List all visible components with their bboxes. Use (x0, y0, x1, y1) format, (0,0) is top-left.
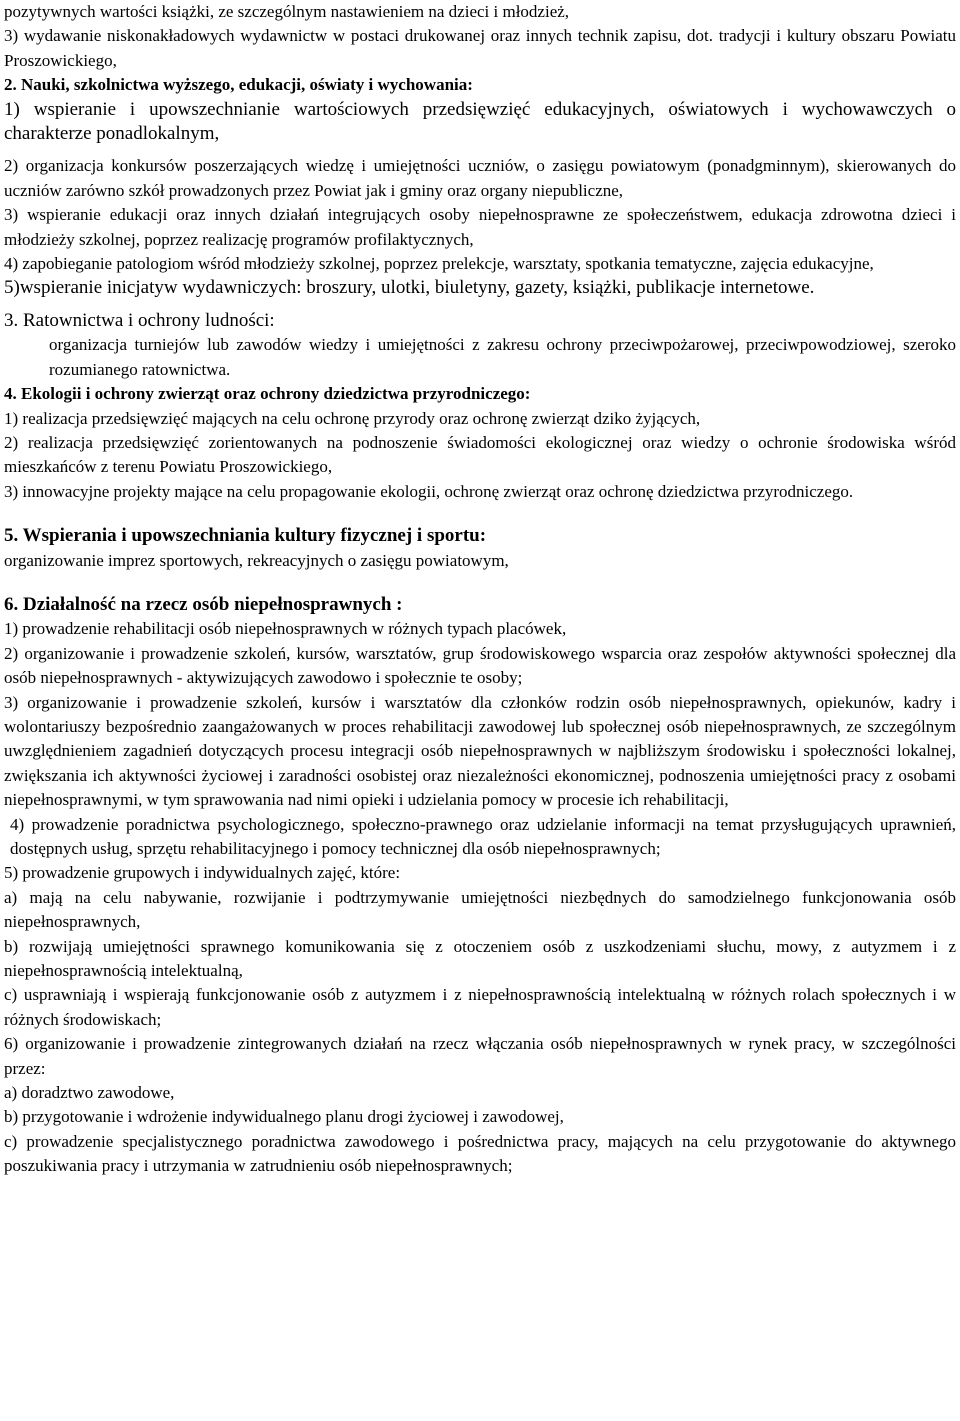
list-item: b) rozwijają umiejętności sprawnego komunikowania się z otoczeniem osób z uszkodzeniami słuchu, mowy, z autyzmem i z niepełnosprawnością intelektualną, (4, 936, 956, 981)
list-item: 6) organizowanie i prowadzenie zintegrowanych działań na rzecz włączania osób niepełnosprawnych w rynek pracy, w szczególności przez: (4, 1034, 956, 1078)
list-item: 3) organizowanie i prowadzenie szkoleń, kursów i warsztatów dla członków rodzin osób niepełnosprawnych, opiekunów, kadry i wolontariuszy bezpośrednio zaangażowanych w proces rehabilitacji zawodowej lub społecznej osób niepełnosprawnych, ze szczególnym uwzględnieniem zagadnień dotyczących procesu integracji osób niepełnosprawnych w najbliższym środowisku i społeczności lokalnej, zwiększania ich aktywności życiowej i zaradności osobistej oraz niezależności ekonomicznej, podnoszenia umiejętności pracy z osobami niepełnosprawnymi, w tym sprawowania nad nimi opieki i udzielania pomocy w procesie ich rehabilitacji, (4, 692, 956, 810)
paragraph: organizowanie imprez sportowych, rekreacyjnych o zasięgu powiatowym, (4, 550, 509, 570)
list-item: 5)wspieranie inicjatyw wydawniczych: broszury, ulotki, biuletyny, gazety, książki, publikacje internetowe. (4, 277, 815, 299)
paragraph: pozytywnych wartości książki, ze szczególnym nastawieniem na dzieci i młodzież, (4, 2, 570, 21)
spacer (4, 146, 956, 154)
document-page (4, 0, 956, 1179)
list-item: 1) prowadzenie rehabilitacji osób niepełnosprawnych w różnych typach placówek, (4, 619, 567, 639)
list-item: a) doradztwo zawodowe, (4, 1083, 175, 1103)
list-item: 3) innowacyjne projekty mające na celu propagowanie ekologii, ochronę zwierząt oraz ochronę dziedzictwa przyrodniczego. (4, 481, 854, 501)
list-item: 2) organizowanie i prowadzenie szkoleń, kursów, warsztatów, grup środowiskowego wsparcia oraz zespołów aktywności społecznej dla osób niepełnosprawnych - aktywizujących zawodowo i społecznie te osoby; (4, 643, 956, 688)
list-item: 2) realizacja przedsięwzięć zorientowanych na podnoszenie świadomości ekologicznej oraz wiedzy o ochronie środowiska wśród mieszkańców z terenu Powiatu Proszowickiego, (4, 432, 956, 477)
list-item: 1) wspieranie i upowszechnianie wartościowych przedsięwzięć edukacyjnych, oświatowych i wychowawczych o charakterze ponadlokalnym, (4, 98, 956, 145)
list-item: 2) organizacja konkursów poszerzających wiedzę i umiejętności uczniów, o zasięgu powiatowym (ponadgminnym), skierowanych do uczniów zarówno szkół prowadzonych przez Powiat jak i gminy oraz organy niepubliczne, (4, 156, 956, 200)
list-item: a) mają na celu nabywanie, rozwijanie i podtrzymywanie umiejętności niezbędnych do samodzielnego funkcjonowania osób niepełnosprawnych, (4, 887, 956, 932)
section-heading-3: 3. Ratownictwa i ochrony ludności: (4, 309, 275, 331)
list-item: 5) prowadzenie grupowych i indywidualnych zajęć, które: (4, 863, 401, 883)
list-item: c) prowadzenie specjalistycznego poradnictwa zawodowego i pośrednictwa pracy, mających na celu przygotowanie do aktywnego poszukiwania pracy i utrzymania w zatrudnieniu osób niepełnosprawnych; (4, 1131, 956, 1176)
list-item: 4) prowadzenie poradnictwa psychologicznego, społeczno-prawnego oraz udzielanie informacji na temat przysługujących uprawnień, dostępnych usług, sprzętu rehabilitacyjnego i pomocy technicznej dla osób niepełnosprawnych; (10, 814, 956, 858)
paragraph: organizacja turniejów lub zawodów wiedzy i umiejętności z zakresu ochrony przeciwpożarowej, przeciwpowodziowej, szeroko rozumianego ratownictwa. (49, 335, 956, 379)
list-item: c) usprawniają i wspierają funkcjonowanie osób z autyzmem i z niepełnosprawnością intelektualną w różnych rolach społecznych i w różnych środowiskach; (4, 985, 956, 1029)
list-item: 4) zapobieganie patologiom wśród młodzieży szkolnej, poprzez prelekcje, warsztaty, spotkania tematyczne, zajęcia edukacyjne, (4, 254, 874, 274)
section-heading-6: 6. Działalność na rzecz osób niepełnosprawnych : (4, 593, 403, 615)
list-item: b) przygotowanie i wdrożenie indywidualnego planu drogi życiowej i zawodowej, (4, 1107, 564, 1127)
list-item: 3) wydawanie niskonakładowych wydawnictw w postaci drukowanej oraz innych technik zapisu, dot. tradycji i kultury obszaru Powiatu Proszowickiego, (4, 26, 956, 70)
section-heading-5: 5. Wspierania i upowszechniania kultury fizycznej i sportu: (4, 525, 487, 547)
list-item: 1) realizacja przedsięwzięć mających na celu ochronę przyrody oraz ochronę zwierząt dziko żyjących, (4, 408, 701, 428)
section-heading-4: 4. Ekologii i ochrony zwierząt oraz ochrony dziedzictwa przyrodniczego: (4, 384, 531, 404)
spacer (4, 504, 956, 524)
section-heading-2: 2. Nauki, szkolnictwa wyższego, edukacji, oświaty i wychowania: (4, 75, 473, 95)
spacer (4, 301, 956, 309)
spacer (4, 573, 956, 593)
list-item: 3) wspieranie edukacji oraz innych działań integrujących osoby niepełnosprawne ze społeczeństwem, edukacja zdrowotna dzieci i młodzieży szkolnej, poprzez realizację programów profilaktycznych, (4, 205, 956, 249)
